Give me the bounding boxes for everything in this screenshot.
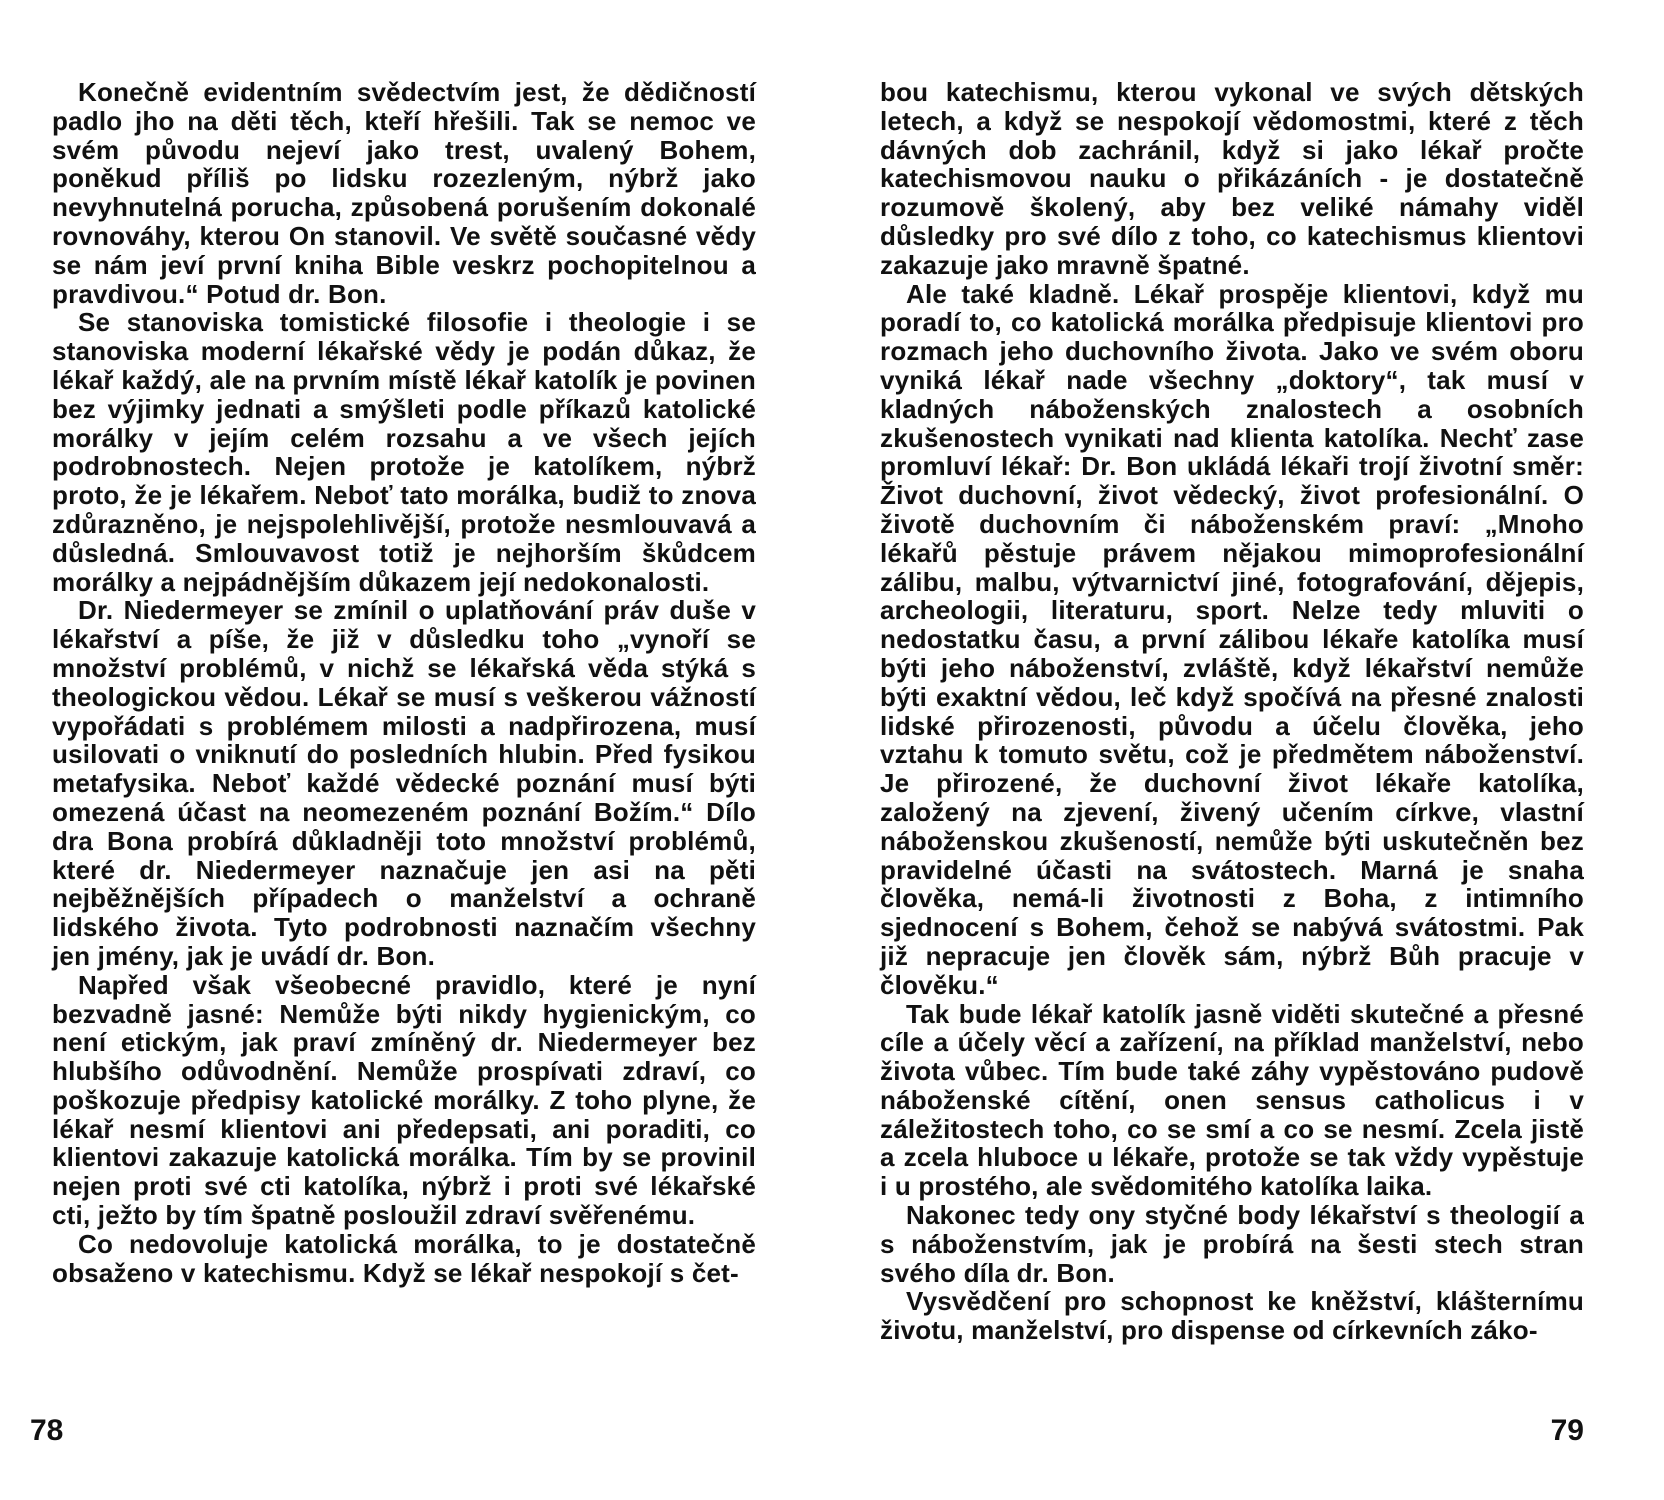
paragraph: Se stanoviska tomistické filosofie i theologie i se stanoviska moderní lékařské vědy je podán důkaz, že lékař každý, ale na prvním místě lékař katolík je povinen bez výjimky jednati a smýšleti podle příkazů katolické morálky v jejím celém rozsahu a ve všech jejích podrobnostech. Nejen protože je katolíkem, nýbrž proto, že je lékařem. Neboť tato morálka, budiž to znova zdůrazněno, je nejspolehlivější, protože nesmlouvavá a důsledná. Smlouvavost totiž je nejhorším škůdcem morálky a nejpádnějším důkazem její nedokonalosti. xyxy=(52,307,756,597)
paragraph: Vysvědčení pro schopnost ke kněžství, klášternímu životu, manželství, pro dispense od církevních záko- xyxy=(880,1286,1584,1346)
paragraph: Nakonec tedy ony styčné body lékařství s theologií a s náboženstvím, jak je probírá na šesti stech stran svého díla dr. Bon. xyxy=(880,1200,1584,1288)
page-number: 79 xyxy=(1550,1414,1584,1447)
left-page-text xyxy=(52,78,756,1287)
paragraph: bou katechismu, kterou vykonal ve svých dětských letech, a když se nespokojí vědomostmi, které z těch dávných dob zachránil, když si jako lékař pročte katechismovou nauku o přikázáních - je dostatečně rozumově školený, aby bez veliké námahy viděl důsledky pro své dílo z toho, co katechismus klientovi zakazuje jako mravně špatné. xyxy=(880,77,1584,280)
paragraph: Tak bude lékař katolík jasně viděti skutečné a přesné cíle a účely věcí a zařízení, na příklad manželství, nebo života vůbec. Tím bude také záhy vypěstováno pudově náboženské cítění, onen sensus catholicus i v záležitostech toho, co se smí a co se nesmí. Zcela jistě a zcela hluboce u lékaře, protože se tak vždy vypěstuje i u prostého, ale svědomitého katolíka laika. xyxy=(880,998,1584,1202)
paragraph: Co nedovoluje katolická morálka, to je dostatečně obsaženo v katechismu. Když se lékař nespokojí s čet- xyxy=(52,1228,756,1288)
paragraph: Konečně evidentním svědectvím jest, že dědičností padlo jho na děti těch, kteří hřešili. Tak se nemoc ve svém původu nejeví jako trest, uvalený Bohem, poněkud příliš po lidsku rozezleným, nýbrž jako nevyhnutelná porucha, způsobená porušením dokonalé rovnováhy, kterou On stanovil. Ve světě současné vědy se nám jeví první kniha Bible veskrz pochopitelnou a pravdivou.“ Potud dr. Bon. xyxy=(52,77,756,309)
paragraph: Dr. Niedermeyer se zmínil o uplatňování práv duše v lékařství a píše, že již v důsledku toho „vynoří se množství problémů, v nichž se lékařská věda stýká s theologickou vědou. Lékař se musí s veškerou vážností vypořádati s problémem milosti a nadpřirozena, musí usilovati o vniknutí do posledních hlubin. Před fysikou metafysika. Neboť každé vědecké poznání musí býti omezená účast na neomezeném poznání Božím.“ Dílo dra Bona probírá důkladněji toto množství problémů, které dr. Niedermeyer naznačuje jen asi na pěti nejběžnějších případech o manželství a ochraně lidského života. Tyto podrobnosti naznačím všechny jen jmény, jak je uvádí dr. Bon. xyxy=(52,595,756,971)
right-page-text xyxy=(880,78,1584,1345)
page-number: 78 xyxy=(30,1414,64,1447)
right-page xyxy=(880,78,1584,1478)
paragraph: Napřed však všeobecné pravidlo, které je nyní bezvadně jasné: Nemůže býti nikdy hygienickým, co není etickým, jak praví zmíněný dr. Niedermeyer bez hlubšího odůvodnění. Nemůže prospívati zdraví, co poškozuje předpisy katolické morálky. Z toho plyne, že lékař nesmí klientovi ani předepsati, ani poraditi, co klientovi zakazuje katolická morálka. Tím by se provinil nejen proti své cti katolíka, nýbrž i proti své lékařské cti, ježto by tím špatně posloužil zdraví svěřenému. xyxy=(52,969,756,1231)
paragraph: Ale také kladně. Lékař prospěje klientovi, když mu poradí to, co katolická morálka předpisuje klientovi pro rozmach jeho duchovního života. Jako ve svém oboru vyniká lékař nade všechny „doktory“, tak musí v kladných náboženských znalostech a osobních zkušenostech vynikati nad klienta katolíka. Nechť zase promluví lékař: Dr. Bon ukládá lékaři trojí životní směr: Život duchovní, život vědecký, život profesionální. O životě duchovním či náboženském praví: „Mnoho lékařů pěstuje právem nějakou mimoprofesionální zálibu, malbu, výtvarnictví jiné, fotografování, dějepis, archeologii, literaturu, sport. Nelze tedy mluviti o nedostatku času, a první zálibou lékaře katolíka musí býti jeho náboženství, zvláště, když lékařství nemůže býti exaktní vědou, leč když spočívá na přesné znalosti lidské přirozenosti, původu a účelu člověka, jeho vztahu k tomuto světu, což je předmětem náboženství. Je přirozené, že duchovní život lékaře katolíka, založený na zjevení, živený učením církve, vlastní náboženskou zkušeností, nemůže býti uskutečněn bez pravidelné účasti na svátostech. Marná je snaha člověka, nemá-li životnosti z Boha, z intimního sjednocení s Bohem, čehož se nabývá svátostmi. Pak již nepracuje jen člověk sám, nýbrž Bůh pracuje v člověku.“ xyxy=(880,278,1584,1000)
left-page xyxy=(30,77,756,1478)
